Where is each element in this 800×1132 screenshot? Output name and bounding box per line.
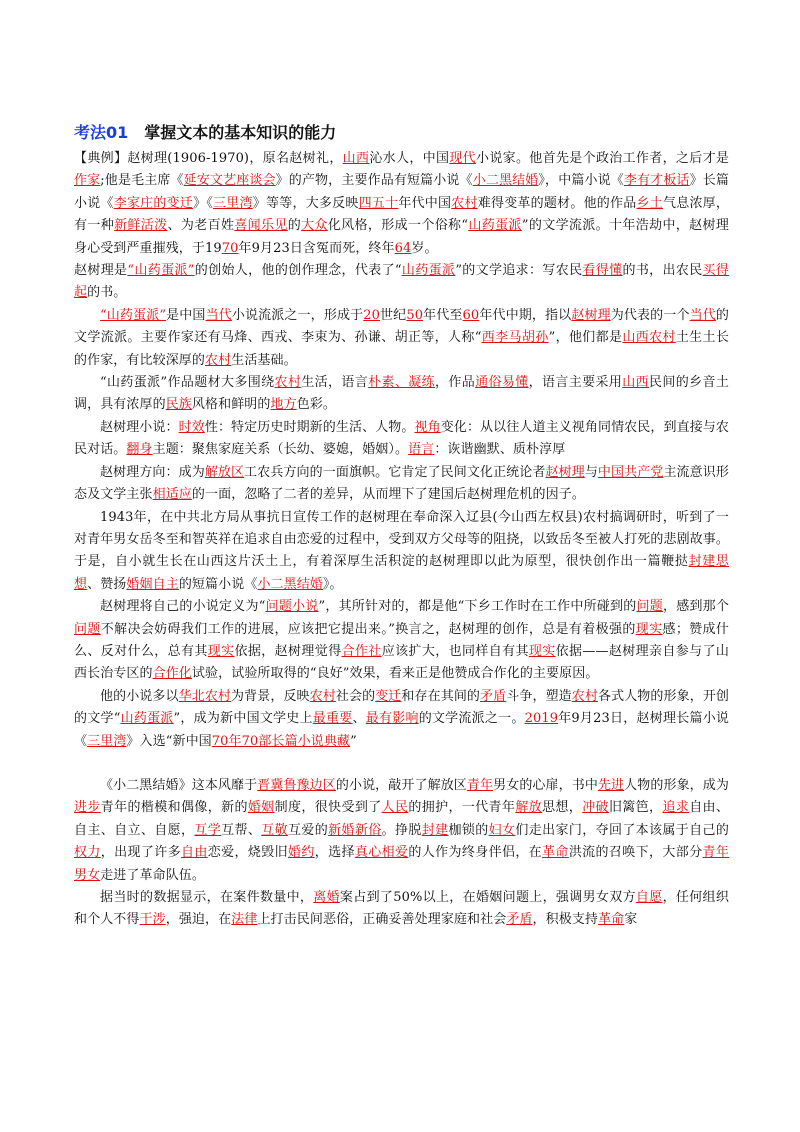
text-run: 制度，很快受到了 — [274, 800, 382, 816]
text-run: 各式人物的形象，开创的文学“ — [74, 688, 730, 727]
paragraph-11 — [74, 887, 729, 932]
highlighted-term: 小二黑结婚 — [472, 173, 539, 189]
highlighted-term: 当代 — [689, 307, 716, 323]
text-run: 的创始人，他的创作理念，代表了“ — [194, 263, 402, 279]
text-run: 世纪 — [380, 307, 407, 323]
highlighted-term: 婚约 — [287, 845, 315, 861]
text-run: 沁水人，中国 — [369, 151, 450, 166]
text-run: 的人作为终身伴侣，在 — [408, 845, 543, 861]
text-run: 的书。 — [87, 285, 127, 301]
highlighted-term: 延安文艺座谈会 — [183, 173, 276, 189]
highlighted-term: 李有才板话 — [623, 173, 690, 189]
text-run: ，积极支持 — [532, 912, 599, 928]
text-run: ，强迫，在 — [165, 912, 232, 928]
text-run: 是中国 — [166, 307, 206, 323]
paragraph-3 — [74, 305, 729, 372]
text-run: 自由、自主、自立、自愿， — [74, 800, 730, 838]
highlighted-term: 相适应 — [152, 487, 192, 503]
highlighted-term: “山药蛋派” — [100, 307, 167, 323]
text-run: 洪流的召唤下，大部分 — [568, 845, 703, 861]
text-run: ，作品 — [435, 375, 476, 391]
highlighted-term: 现实 — [207, 643, 235, 659]
highlighted-term: 作家 — [74, 173, 101, 189]
text-run: 枷锁的 — [448, 822, 489, 838]
highlighted-term: 乡土 — [636, 195, 663, 211]
highlighted-term: 语言 — [408, 442, 435, 458]
text-run: 小说家。他首先是个政治工作者，之后才是 — [475, 151, 730, 166]
paragraph-1 — [74, 148, 729, 260]
text-run: 年代中国 — [398, 195, 452, 211]
text-run: 走进了革命队伍。 — [100, 867, 206, 883]
highlighted-term: 地方 — [270, 397, 297, 413]
highlighted-term: 山西 — [622, 375, 650, 391]
text-run: 的文学流派之一。 — [418, 711, 525, 727]
text-run: 的 — [287, 218, 302, 234]
text-run: 性：特定历史时期新的生活、人物。 — [204, 419, 415, 435]
highlighted-term: 人民 — [381, 800, 409, 816]
highlighted-term: 50 — [406, 307, 424, 323]
highlighted-term: 问题小说 — [265, 599, 319, 615]
text-run: ” — [350, 733, 357, 749]
highlighted-term: 互学 — [194, 822, 222, 838]
highlighted-term: 2019 — [524, 711, 559, 727]
text-run: 的文学流派。主要作家还有马烽、西戎、李束为、孙谦、胡正等，人称“ — [74, 307, 729, 346]
highlighted-term: 赵树理 — [571, 307, 611, 323]
highlighted-term: 农村 — [309, 688, 336, 704]
highlighted-term: 赵树理 — [545, 464, 585, 480]
highlighted-term: 现实 — [635, 621, 663, 637]
highlighted-term: 解放 — [515, 800, 543, 816]
highlighted-term: 合作社 — [341, 643, 382, 659]
text-run: 赵树理是 — [74, 263, 128, 279]
text-run: 年9月23日，赵树理长篇小说《 — [74, 711, 730, 749]
highlighted-term: 20 — [363, 307, 380, 323]
text-run: 赵树理小说： — [100, 419, 179, 435]
highlighted-term: 晋冀鲁豫边区 — [257, 777, 336, 793]
text-run: 》等等，大多反映 — [252, 195, 359, 211]
text-run: 互爱的 — [287, 822, 329, 838]
highlighted-term: 山药蛋派 — [401, 263, 456, 279]
text-run: 旧篱笆， — [608, 800, 663, 816]
highlighted-term: 朴素、凝练 — [368, 375, 436, 391]
highlighted-term: 农村 — [571, 688, 598, 704]
highlighted-term: 中国共产党 — [597, 464, 664, 480]
text-run: 案占到了50%以上，在婚姻问题上，强调男女双方 — [339, 890, 636, 905]
text-run: 风格和鲜明的 — [191, 397, 271, 413]
text-run: ，选择 — [314, 845, 355, 861]
text-run: 思想， — [542, 800, 583, 816]
highlighted-term: 喜闻乐见 — [234, 218, 288, 234]
highlighted-term: 真心相爱 — [354, 845, 409, 861]
paragraph-8 — [74, 596, 729, 686]
section-heading — [74, 120, 729, 146]
document-page — [74, 120, 729, 932]
highlighted-term: 通俗易懂 — [475, 375, 529, 391]
highlighted-term: 大众 — [301, 218, 328, 234]
highlighted-term: 合作化 — [152, 666, 192, 682]
text-run: 》长篇小说《 — [74, 173, 729, 211]
highlighted-term: 70年70部长篇小说典藏 — [211, 733, 351, 749]
text-run: 的书，出农民 — [622, 263, 703, 279]
highlighted-term: 视角 — [414, 419, 441, 435]
text-run: 岁。 — [411, 240, 438, 256]
text-run: 依据——赵树理亲自参与了山西长治专区的 — [74, 643, 729, 682]
highlighted-term: 山药蛋派 — [120, 711, 174, 727]
highlighted-term: 山西农村 — [622, 330, 676, 346]
text-run: 难得变革的题材。他的作品 — [477, 195, 637, 211]
text-run: 不解决会妨碍我们工作的进展，应该把它提出来。”换言之，赵树理的创作，总是有着极强的 — [100, 621, 636, 637]
highlighted-term: 李家庄的变迁 — [113, 195, 194, 211]
text-run: 青年的楷模和偶像，新的 — [100, 800, 248, 816]
text-run: 》《 — [193, 195, 214, 211]
text-run: 。挣脱 — [381, 822, 422, 838]
text-run: 》的产物，主要作品有短篇小说《 — [275, 173, 473, 189]
text-run: 生活，语言 — [301, 375, 369, 391]
text-run: 们走出家门，夺回了本该属于自己的 — [515, 822, 730, 838]
text-run: 他的小说多以 — [100, 688, 179, 704]
text-run: 感；赞成什么、反对什么，总有其 — [74, 621, 730, 659]
paragraph-2 — [74, 260, 729, 305]
text-run: 》。 — [322, 576, 343, 592]
highlighted-term: 青年 — [466, 777, 494, 793]
highlighted-term: 自由 — [180, 845, 208, 861]
highlighted-term: 追求 — [662, 800, 690, 816]
highlighted-term: 解放区 — [204, 464, 245, 480]
highlighted-term: 问题 — [74, 621, 101, 637]
text-run: 土生土长的作家，有比较深厚的 — [74, 330, 730, 368]
highlighted-term: 矛盾 — [506, 912, 533, 928]
text-run: 的拥护，一代青年 — [408, 800, 516, 816]
highlighted-term: 看得懂 — [582, 263, 623, 279]
text-run: ”，成为新中国文学史上 — [173, 711, 313, 727]
highlighted-term: 时效 — [178, 419, 205, 435]
highlighted-term: 冲破 — [582, 800, 609, 816]
text-run: 、赞扬 — [87, 576, 127, 592]
heading-text: 掌握文本的基本知识的能力 — [144, 123, 337, 142]
highlighted-term: 封建 — [421, 822, 449, 838]
highlighted-term: 三里湾 — [213, 195, 253, 211]
text-run: 为代表的一个 — [610, 307, 690, 323]
text-run: 人物的形象，成为 — [624, 777, 729, 793]
highlighted-term: 西李马胡孙 — [481, 330, 549, 346]
highlighted-term: 四五十 — [358, 195, 399, 211]
highlighted-term: 新鲜活泼 — [114, 218, 168, 234]
text-run: 、为老百姓 — [167, 218, 235, 234]
text-run: ”的文学追求：写农民 — [455, 263, 583, 279]
highlighted-term: “山药蛋派” — [127, 263, 195, 279]
highlighted-term: 64 — [394, 240, 412, 256]
text-run: 斗争，塑造 — [506, 688, 572, 704]
highlighted-term: 小二黑结婚 — [257, 576, 323, 592]
text-run: 上打击民间恶俗，正确妥善处理家庭和社会 — [257, 912, 507, 928]
text-run: 生活基础。 — [231, 352, 297, 368]
highlighted-term: 婚姻 — [247, 800, 275, 816]
highlighted-term: 翻身 — [126, 442, 153, 458]
text-run: 【典例】赵树理(1906-1970)，原名赵树礼， — [74, 151, 343, 166]
highlighted-term: 民族 — [165, 397, 192, 413]
heading-tag: 考法01 — [74, 123, 129, 142]
text-run: 小说流派之一，形成于 — [231, 307, 364, 323]
paragraph-5 — [74, 417, 729, 462]
text-run: 民间的乡音土调，具有浓厚的 — [74, 375, 729, 413]
text-run: 变化：从以往人道主义视角同情农民，到直接与农民对话。 — [74, 419, 730, 458]
text-run: ”的文学流派。十年浩劫中，赵树理身心受到严重摧残，于19 — [74, 218, 729, 256]
text-run: ，出现了许多 — [100, 845, 181, 861]
text-run: 和存在其间的 — [401, 688, 481, 704]
text-run: 工农兵方向的一面旗帜。它肯定了民间文化正统论者 — [244, 464, 546, 480]
highlighted-term: 最重要 — [312, 711, 353, 727]
highlighted-term: 青年男女 — [74, 845, 730, 883]
text-run: 家 — [624, 912, 638, 928]
highlighted-term: 农村 — [274, 375, 302, 391]
text-run: 赵树理将自己的小说定义为“ — [100, 599, 266, 615]
highlighted-term: 矛盾 — [480, 688, 507, 704]
text-run: 试验，试验所取得的“良好”效果，看来正是他赞成合作化的主要原因。 — [191, 666, 599, 682]
text-run: “山药蛋派”作品题材大多围绕 — [100, 375, 275, 391]
highlighted-term: 妇女 — [488, 822, 516, 838]
text-run: ，语言主要采用 — [528, 375, 623, 391]
highlighted-term: 华北农村 — [178, 688, 232, 704]
highlighted-term: 现代 — [449, 151, 476, 166]
highlighted-term: 山西 — [342, 151, 370, 166]
text-run: 社会的 — [335, 688, 376, 704]
highlighted-term: 革命 — [598, 912, 625, 928]
highlighted-term: 进步 — [74, 800, 101, 816]
text-run: 主题：聚焦家庭关系（长幼、婆媳，婚姻）。 — [152, 442, 409, 458]
text-run: 据当时的数据显示，在案件数量中， — [100, 890, 314, 905]
highlighted-term: 封建思想 — [74, 554, 729, 592]
paragraph-10 — [74, 775, 729, 887]
highlighted-term: 农村 — [205, 352, 232, 368]
text-run: 1943年，在中共北方局从事抗日宣传工作的赵树理在奉命深入辽县(今山西左权县)农村搞调研时，听到了一对青年男女岳冬至和智英祥在追求自由恋爱的过程中，受到双方父母等的阻挠，以致岳冬至被人打死的悲剧故事。于是，自小就生长在山西这片沃土上，有着深厚生活积淀的赵树理即以此为原型，很快创作出一篇鞭挞 — [74, 509, 730, 570]
highlighted-term: 自愿 — [635, 890, 663, 905]
highlighted-term: 最有影响 — [365, 711, 419, 727]
highlighted-term: 变迁 — [375, 688, 402, 704]
highlighted-term: 权力 — [74, 845, 101, 861]
highlighted-term: 先进 — [597, 777, 625, 793]
text-run: ，任何组织和个人不得 — [74, 890, 729, 928]
text-run: 《小二黑结婚》这本风靡于 — [100, 777, 258, 793]
highlighted-term: 问题 — [636, 599, 663, 615]
highlighted-term: 买得起 — [74, 263, 729, 301]
text-run: 色彩。 — [296, 397, 337, 413]
text-run: 》，中篇小说《 — [538, 173, 624, 189]
text-run: 、 — [352, 711, 366, 727]
text-run: 年代至 — [423, 307, 463, 323]
text-run: 应该扩大，也同样自有其 — [381, 643, 529, 659]
paragraph-6 — [74, 462, 729, 507]
text-run: 为背景，反映 — [231, 688, 310, 704]
text-run: 赵树理方向：成为 — [100, 464, 205, 480]
text-run: 的小说，敲开了解放区 — [335, 777, 467, 793]
text-run: 年代中期，指以 — [479, 307, 572, 323]
text-run: 与 — [584, 464, 598, 480]
text-run: ，感到那个 — [662, 599, 729, 615]
text-run: 主流意识形态及文学主张 — [74, 464, 729, 503]
text-run: 的一面，忽略了二者的差异，从而埋下了建国后赵树理危机的因子。 — [191, 487, 585, 503]
highlighted-term: 婚姻自主 — [126, 576, 179, 592]
highlighted-term: 农村 — [451, 195, 478, 211]
highlighted-term: 60 — [462, 307, 480, 323]
highlighted-term: 现实 — [528, 643, 556, 659]
text-run: 依据，赵树理觉得 — [234, 643, 342, 659]
highlighted-term: 革命 — [542, 845, 569, 861]
paragraph-7 — [74, 507, 729, 597]
paragraph-4 — [74, 372, 729, 417]
text-run: 气息浓厚，有一种 — [74, 195, 730, 234]
text-run: ”，其所针对的，都是他“下乡工作时在工作中所碰到的 — [318, 599, 637, 615]
text-run: 年9月23日含冤而死，终年 — [238, 240, 395, 256]
highlighted-term: 70 — [221, 240, 239, 256]
highlighted-term: 新婚新俗 — [328, 822, 382, 838]
highlighted-term: 三里湾 — [87, 733, 127, 749]
text-run: 化风格，形成一个俗称“ — [327, 218, 469, 234]
text-run: 》入选“新中国 — [126, 733, 212, 749]
paragraph-9 — [74, 686, 729, 753]
text-run: ;他是毛主席《 — [100, 173, 184, 189]
text-run: 男女的心扉，书中 — [493, 777, 598, 793]
highlighted-term: 当代 — [205, 307, 232, 323]
highlighted-term: 离婚 — [313, 890, 340, 905]
highlighted-term: 山药蛋派 — [468, 218, 522, 234]
text-run: 的短篇小说《 — [178, 576, 258, 592]
text-run: ：诙谐幽默、质朴淳厚 — [434, 442, 566, 458]
highlighted-term: 法律 — [231, 912, 258, 928]
text-run: 恋爱，烧毁旧 — [207, 845, 288, 861]
highlighted-term: 干涉 — [139, 912, 166, 928]
text-run: ”，他们都是 — [548, 330, 623, 346]
highlighted-term: 互敬 — [261, 822, 288, 838]
text-run: 互帮、 — [221, 822, 262, 838]
